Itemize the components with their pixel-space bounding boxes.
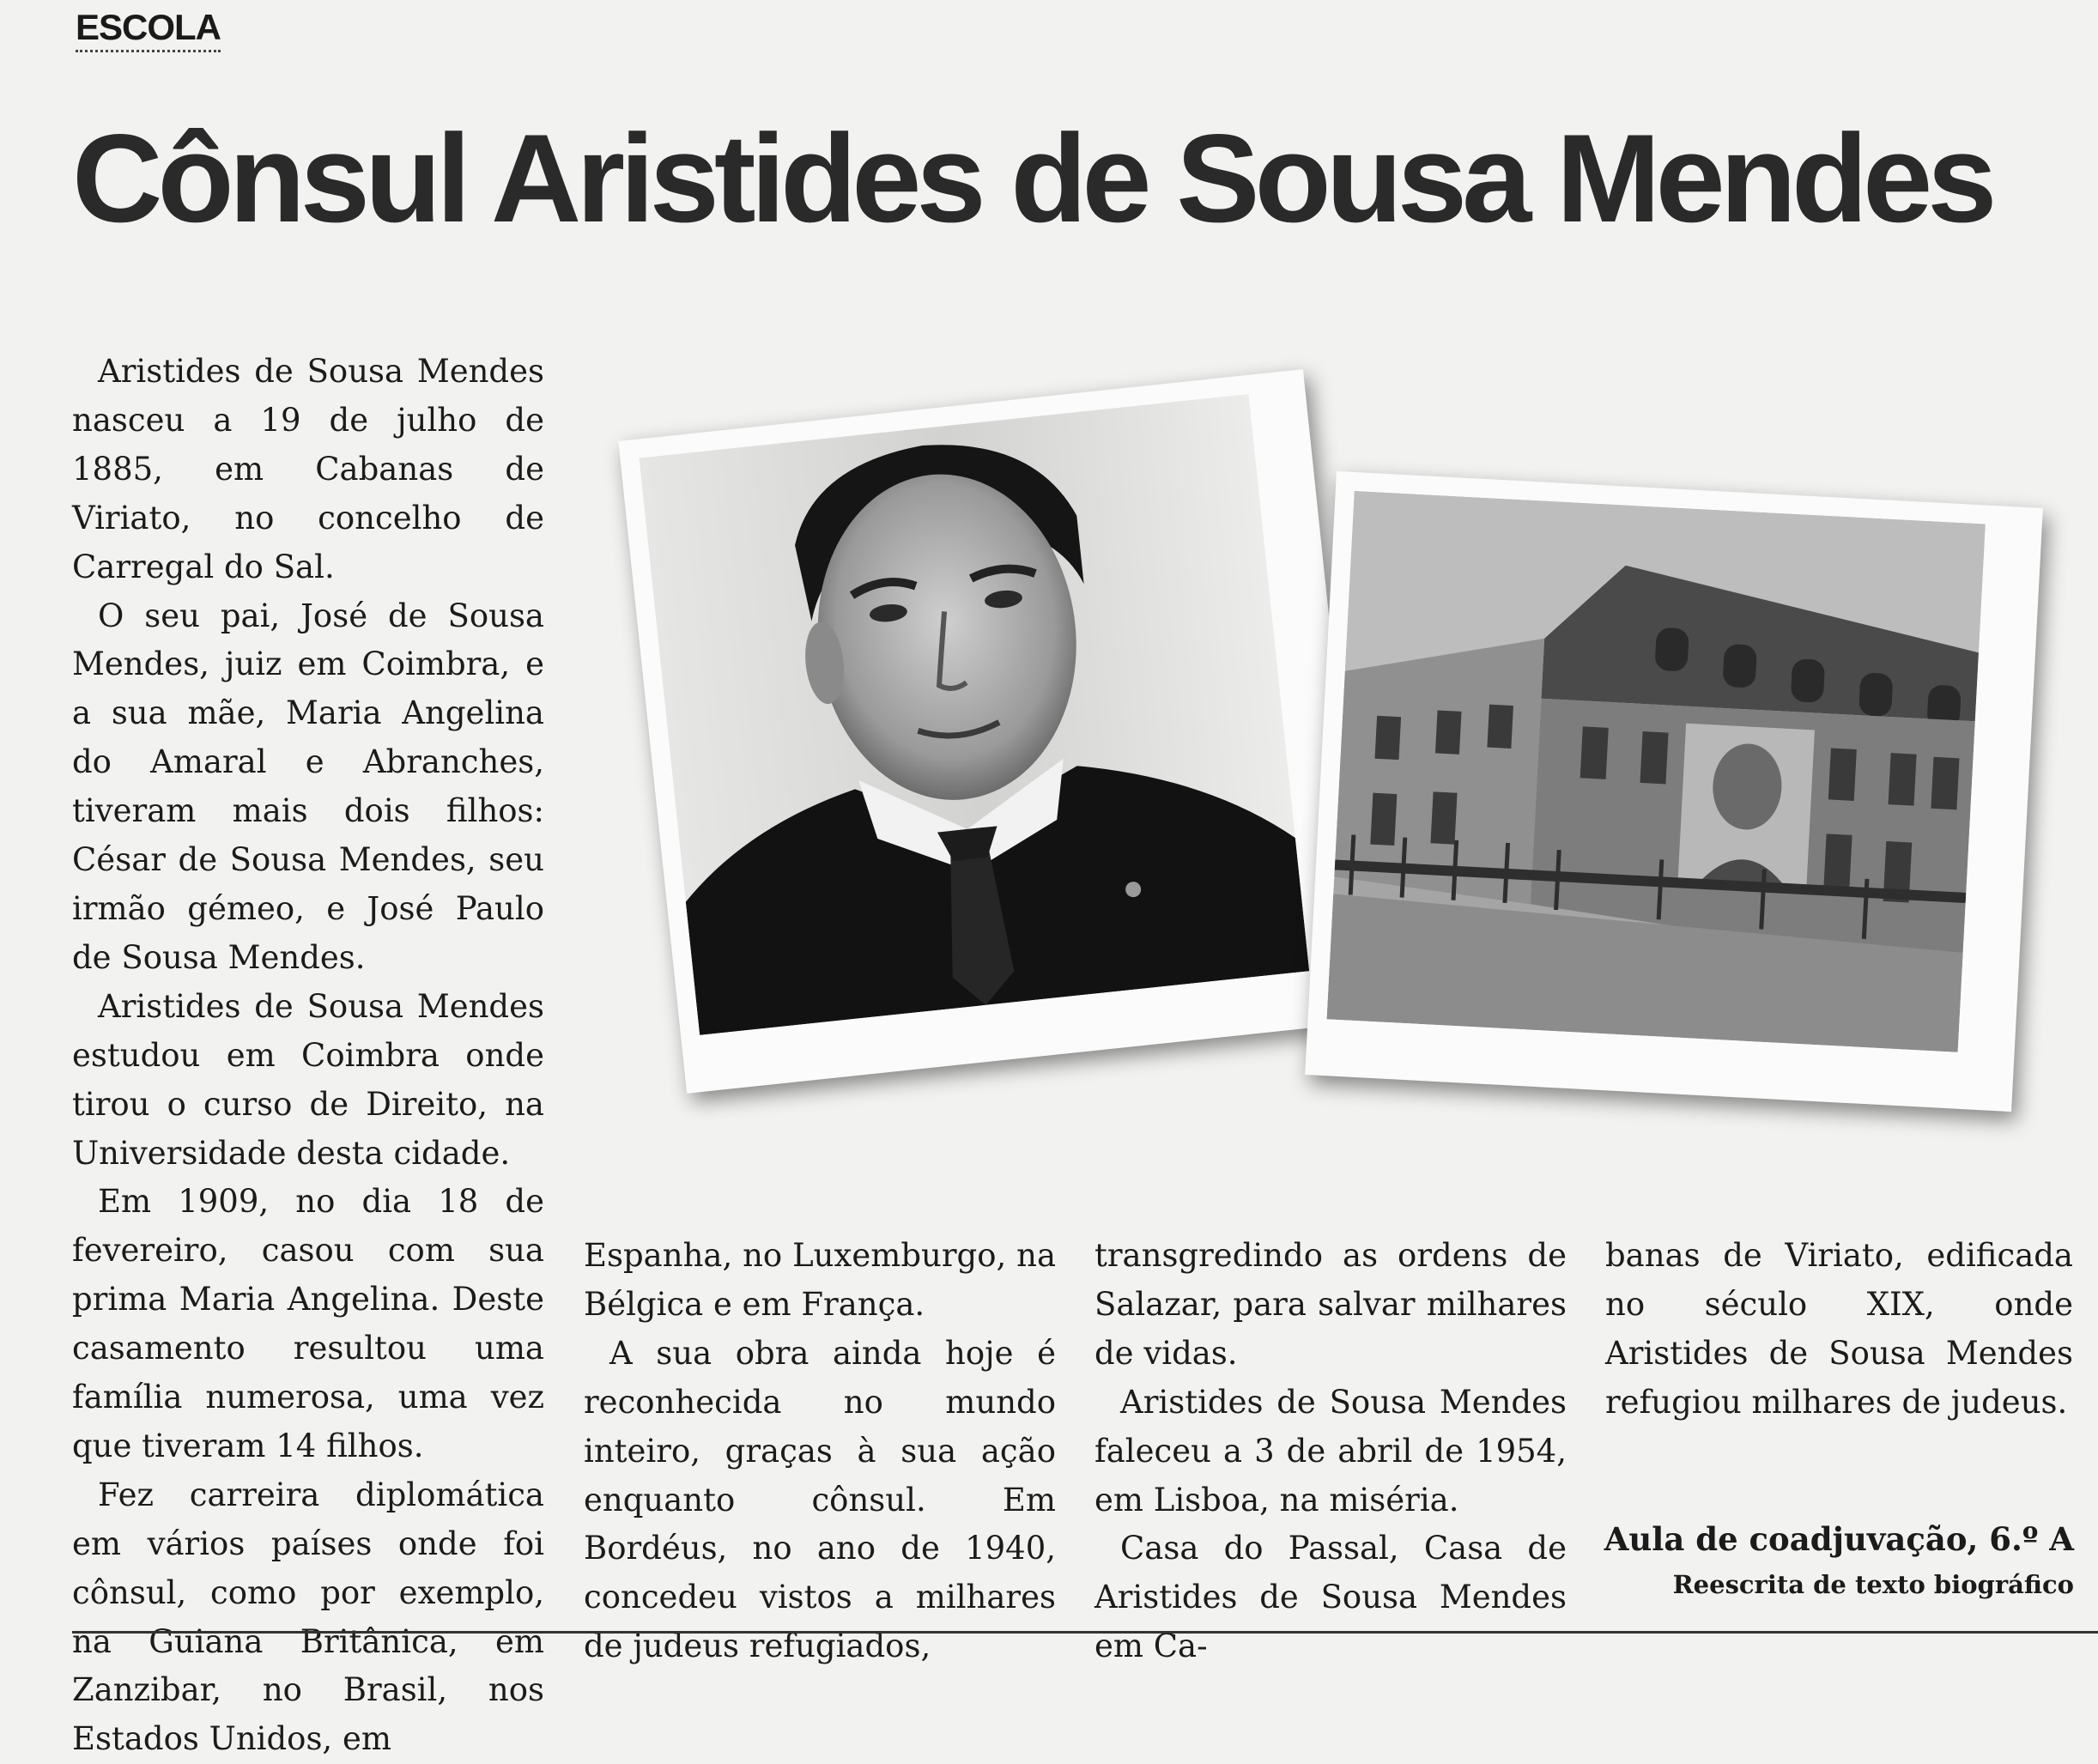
- article-column-1: [72, 348, 544, 1764]
- signature: [1604, 1514, 2074, 1605]
- house-photo: [1305, 471, 2043, 1112]
- article-column-2: [584, 1232, 1056, 1671]
- paragraph: Aristides de Sousa Mendes nasceu a 19 de julho de 1885, em Cabanas de Viriato, no concelho de Carregal do Sal.: [72, 353, 544, 585]
- section-label: ESCOLA: [76, 7, 221, 52]
- paragraph: O seu pai, José de Sousa Mendes, juiz em Coimbra, e a sua mãe, Maria Angelina do Amaral e Abranches, tiveram mais dois filhos: César de Sousa Mendes, seu irmão gémeo, e José Paulo de Sousa Mendes.: [72, 597, 544, 976]
- article-column-3: [1094, 1232, 1567, 1671]
- paragraph: Fez carreira diplomática em vários países onde foi cônsul, como por exemplo, na Guiana Britânica, em Zanzibar, no Brasil, nos Estados Unidos, em: [72, 1476, 544, 1758]
- signature-author: Aula de coadjuvação, 6.º A: [1604, 1520, 2074, 1558]
- paragraph: banas de Viriato, edificada no século XIX, onde Aristides de Sousa Mendes refugiou milhares de judeus.: [1605, 1237, 2073, 1421]
- paragraph: Espanha, no Luxemburgo, na Bélgica e em França.: [584, 1237, 1056, 1323]
- article-column-4: [1605, 1232, 2073, 1428]
- portrait-photo: [618, 369, 1371, 1094]
- paragraph: Aristides de Sousa Mendes faleceu a 3 de abril de 1954, em Lisboa, na miséria.: [1094, 1383, 1567, 1518]
- headline: Cônsul Aristides de Sousa Mendes: [72, 108, 1992, 248]
- paragraph: Em 1909, no dia 18 de fevereiro, casou com sua prima Maria Angelina. Deste casamento resultou uma família numerosa, uma vez que tiveram 14 filhos.: [72, 1183, 544, 1464]
- signature-note: Reescrita de texto biográfico: [1672, 1570, 2074, 1599]
- paragraph: transgredindo as ordens de Salazar, para salvar milhares de vidas.: [1094, 1237, 1567, 1372]
- paragraph: Aristides de Sousa Mendes estudou em Coimbra onde tirou o curso de Direito, na Universidade desta cidade.: [72, 987, 544, 1172]
- house-image: [1327, 491, 1986, 1052]
- paragraph: A sua obra ainda hoje é reconhecida no mundo inteiro, graças à sua ação enquanto cônsul. Em Bordéus, no ano de 1940, concedeu vistos a milhares de judeus refugiados,: [584, 1334, 1056, 1665]
- bottom-rule: [72, 1631, 2098, 1634]
- paragraph: Casa do Passal, Casa de Aristides de Sousa Mendes em Ca-: [1094, 1530, 1567, 1665]
- portrait-image: [639, 394, 1309, 1035]
